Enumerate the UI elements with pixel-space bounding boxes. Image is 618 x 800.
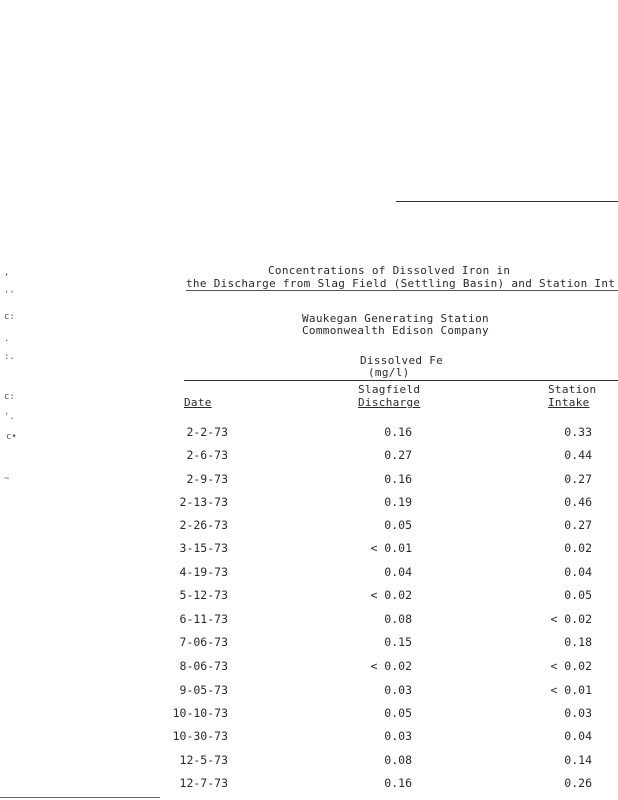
cell-intake: 0.26 [564, 776, 592, 790]
cell-intake: 0.02 [564, 541, 592, 555]
table-row [0, 776, 618, 796]
cell-date: 3-15-73 [179, 541, 228, 555]
cell-intake: 0.04 [564, 729, 592, 743]
cell-intake: 0.18 [564, 635, 592, 649]
header-rule [184, 380, 618, 381]
cell-date: 2-6-73 [186, 448, 228, 462]
table-row [0, 753, 618, 773]
cell-intake: 0.33 [564, 425, 592, 439]
cell-date: 12-7-73 [179, 776, 228, 790]
cell-date: 12-5-73 [179, 753, 228, 767]
group-label: Dissolved Fe [360, 354, 444, 367]
table-row [0, 518, 618, 538]
bottom-scan-edge [0, 797, 160, 798]
cell-slagfield: 0.05 [384, 518, 412, 532]
cell-intake: 0.46 [564, 495, 592, 509]
cell-date: 2-9-73 [186, 472, 228, 486]
cell-slagfield: 0.16 [384, 776, 412, 790]
table-row [0, 612, 618, 632]
table-row [0, 495, 618, 515]
col-header-slag-line2: Discharge [358, 396, 421, 409]
station-name: Waukegan Generating Station [302, 312, 489, 325]
table-row [0, 448, 618, 468]
title-underline [186, 290, 618, 291]
cell-slagfield: 0.16 [384, 425, 412, 439]
cell-intake: 0.03 [564, 706, 592, 720]
cell-intake: < 0.02 [550, 612, 592, 626]
cell-slagfield: < 0.01 [370, 541, 412, 555]
cell-date: 9-05-73 [179, 683, 228, 697]
table-row [0, 729, 618, 749]
cell-intake: 0.44 [564, 448, 592, 462]
table-row [0, 472, 618, 492]
cell-slagfield: 0.03 [384, 683, 412, 697]
col-header-date: Date [184, 396, 212, 409]
table-title-line2: the Discharge from Slag Field (Settling Basin) and Station Int [186, 277, 616, 290]
col-header-intake-line2: Intake [548, 396, 590, 409]
table-row [0, 588, 618, 608]
col-header-intake-line1: Station [548, 383, 597, 396]
cell-intake: 0.04 [564, 565, 592, 579]
cell-date: 10-30-73 [172, 729, 228, 743]
cell-intake: 0.27 [564, 518, 592, 532]
cell-date: 5-12-73 [179, 588, 228, 602]
cell-date: 2-2-73 [186, 425, 228, 439]
cell-date: 10-10-73 [172, 706, 228, 720]
cell-date: 2-13-73 [179, 495, 228, 509]
table-row [0, 706, 618, 726]
cell-date: 4-19-73 [179, 565, 228, 579]
cell-date: 6-11-73 [179, 612, 228, 626]
table-title-line1: Concentrations of Dissolved Iron in [268, 264, 511, 277]
cell-slagfield: 0.03 [384, 729, 412, 743]
cell-date: 8-06-73 [179, 659, 228, 673]
cell-slagfield: 0.08 [384, 612, 412, 626]
cell-intake: 0.05 [564, 588, 592, 602]
cell-slagfield: 0.19 [384, 495, 412, 509]
table-row [0, 565, 618, 585]
cell-intake: < 0.01 [550, 683, 592, 697]
table-row [0, 541, 618, 561]
table-row [0, 659, 618, 679]
cell-slagfield: < 0.02 [370, 659, 412, 673]
table-row [0, 425, 618, 445]
cell-slagfield: 0.15 [384, 635, 412, 649]
top-rule [396, 201, 618, 202]
cell-intake: 0.14 [564, 753, 592, 767]
table-row [0, 683, 618, 703]
cell-slagfield: 0.08 [384, 753, 412, 767]
cell-date: 7-06-73 [179, 635, 228, 649]
cell-slagfield: 0.04 [384, 565, 412, 579]
cell-slagfield: 0.05 [384, 706, 412, 720]
cell-date: 2-26-73 [179, 518, 228, 532]
col-header-slag-line1: Slagfield [358, 383, 421, 396]
cell-intake: < 0.02 [550, 659, 592, 673]
unit-label: (mg/l) [368, 366, 410, 379]
company-name: Commonwealth Edison Company [302, 324, 489, 337]
cell-intake: 0.27 [564, 472, 592, 486]
cell-slagfield: 0.16 [384, 472, 412, 486]
table-row [0, 635, 618, 655]
cell-slagfield: < 0.02 [370, 588, 412, 602]
cell-slagfield: 0.27 [384, 448, 412, 462]
